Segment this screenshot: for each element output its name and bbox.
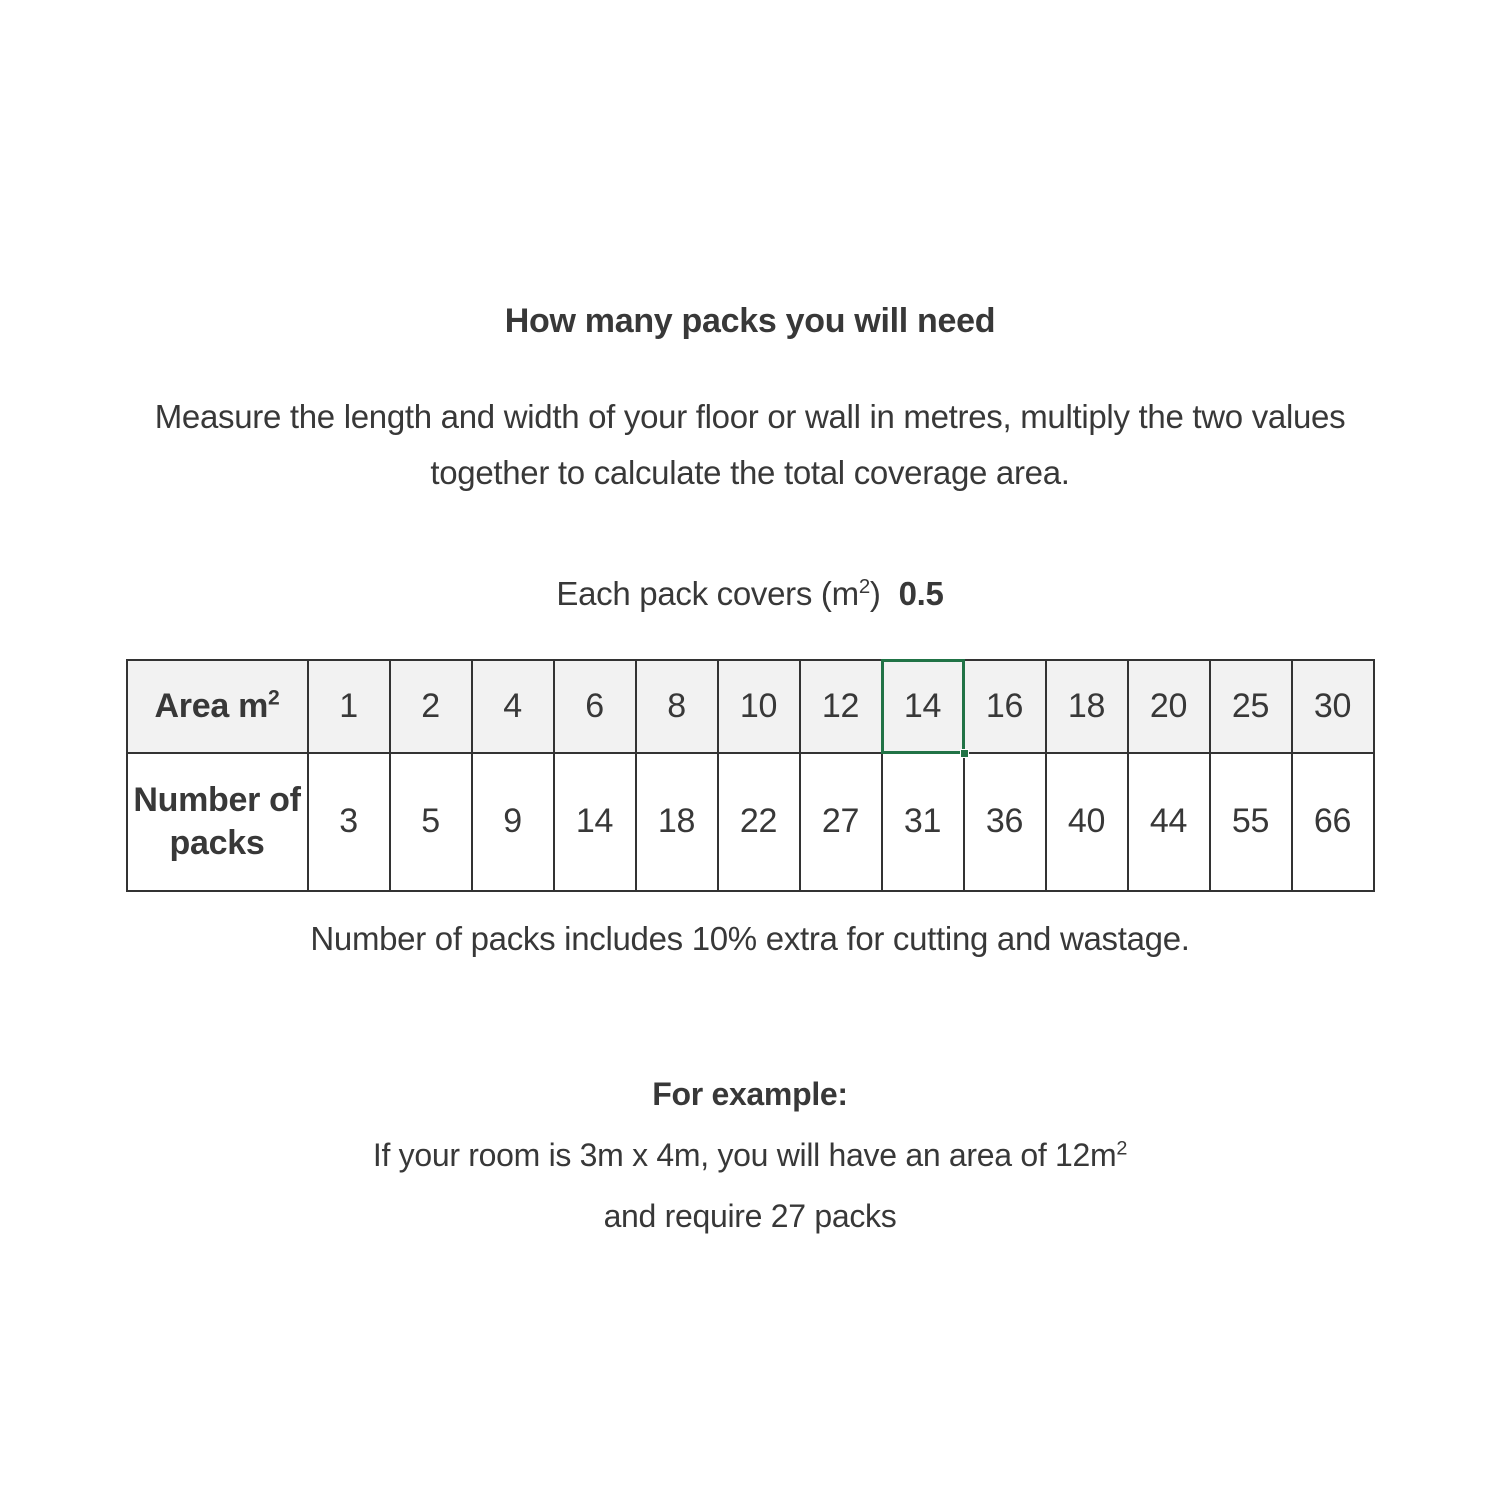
example-block (0, 1076, 1500, 1235)
area-cell-1: 1 (308, 660, 390, 753)
packs-cell-9: 9 (472, 753, 554, 891)
area-cell-30: 30 (1292, 660, 1374, 753)
note-text: Number of packs includes 10% extra for cutting and wastage. (310, 919, 1190, 957)
page-title: How many packs you will need (504, 302, 996, 340)
area-row-header-label: Area m (154, 686, 269, 725)
coverage-label-close: ) (869, 574, 881, 612)
selection-fill-handle[interactable] (960, 749, 969, 758)
coverage-superscript: 2 (858, 574, 870, 598)
coverage-line (0, 575, 1500, 613)
packs-cell-40: 40 (1046, 753, 1128, 891)
area-cell-2: 2 (390, 660, 472, 753)
intro-text: Measure the length and width of your floor or wall in metres, multiply the two values together to calculate the total coverage area. (154, 397, 1346, 491)
example-line-2: and require 27 packs (603, 1197, 897, 1234)
packs-cell-14: 14 (554, 753, 636, 891)
area-row (127, 660, 1374, 753)
area-cell-25: 25 (1210, 660, 1292, 753)
packs-cell-5: 5 (390, 753, 472, 891)
packs-cell-55: 55 (1210, 753, 1292, 891)
example-line-1-text: If your room is 3m x 4m, you will have an area of 12m (372, 1136, 1117, 1173)
packs-table (126, 659, 1375, 892)
example-line-1-superscript: 2 (1116, 1136, 1128, 1159)
example-line-1 (0, 1137, 1500, 1174)
packs-cell-3: 3 (308, 753, 390, 891)
packs-row (127, 753, 1374, 891)
packs-cell-44: 44 (1128, 753, 1210, 891)
area-row-header-superscript: 2 (268, 686, 280, 710)
packs-row-header: Number of packs (127, 753, 308, 891)
area-cell-14[interactable]: 14 (882, 660, 964, 753)
coverage-label: Each pack covers (m (556, 574, 859, 612)
packs-cell-27: 27 (800, 753, 882, 891)
example-heading: For example: (652, 1075, 848, 1112)
packs-cell-18: 18 (636, 753, 718, 891)
area-cell-4: 4 (472, 660, 554, 753)
area-cell-6: 6 (554, 660, 636, 753)
packs-cell-66: 66 (1292, 753, 1374, 891)
packs-cell-36: 36 (964, 753, 1046, 891)
packs-cell-31: 31 (882, 753, 964, 891)
packs-cell-22: 22 (718, 753, 800, 891)
area-cell-16: 16 (964, 660, 1046, 753)
area-cell-20: 20 (1128, 660, 1210, 753)
area-cell-8: 8 (636, 660, 718, 753)
area-cell-12: 12 (800, 660, 882, 753)
area-row-header (127, 660, 308, 753)
coverage-value: 0.5 (898, 574, 944, 612)
area-cell-10: 10 (718, 660, 800, 753)
area-cell-18: 18 (1046, 660, 1128, 753)
